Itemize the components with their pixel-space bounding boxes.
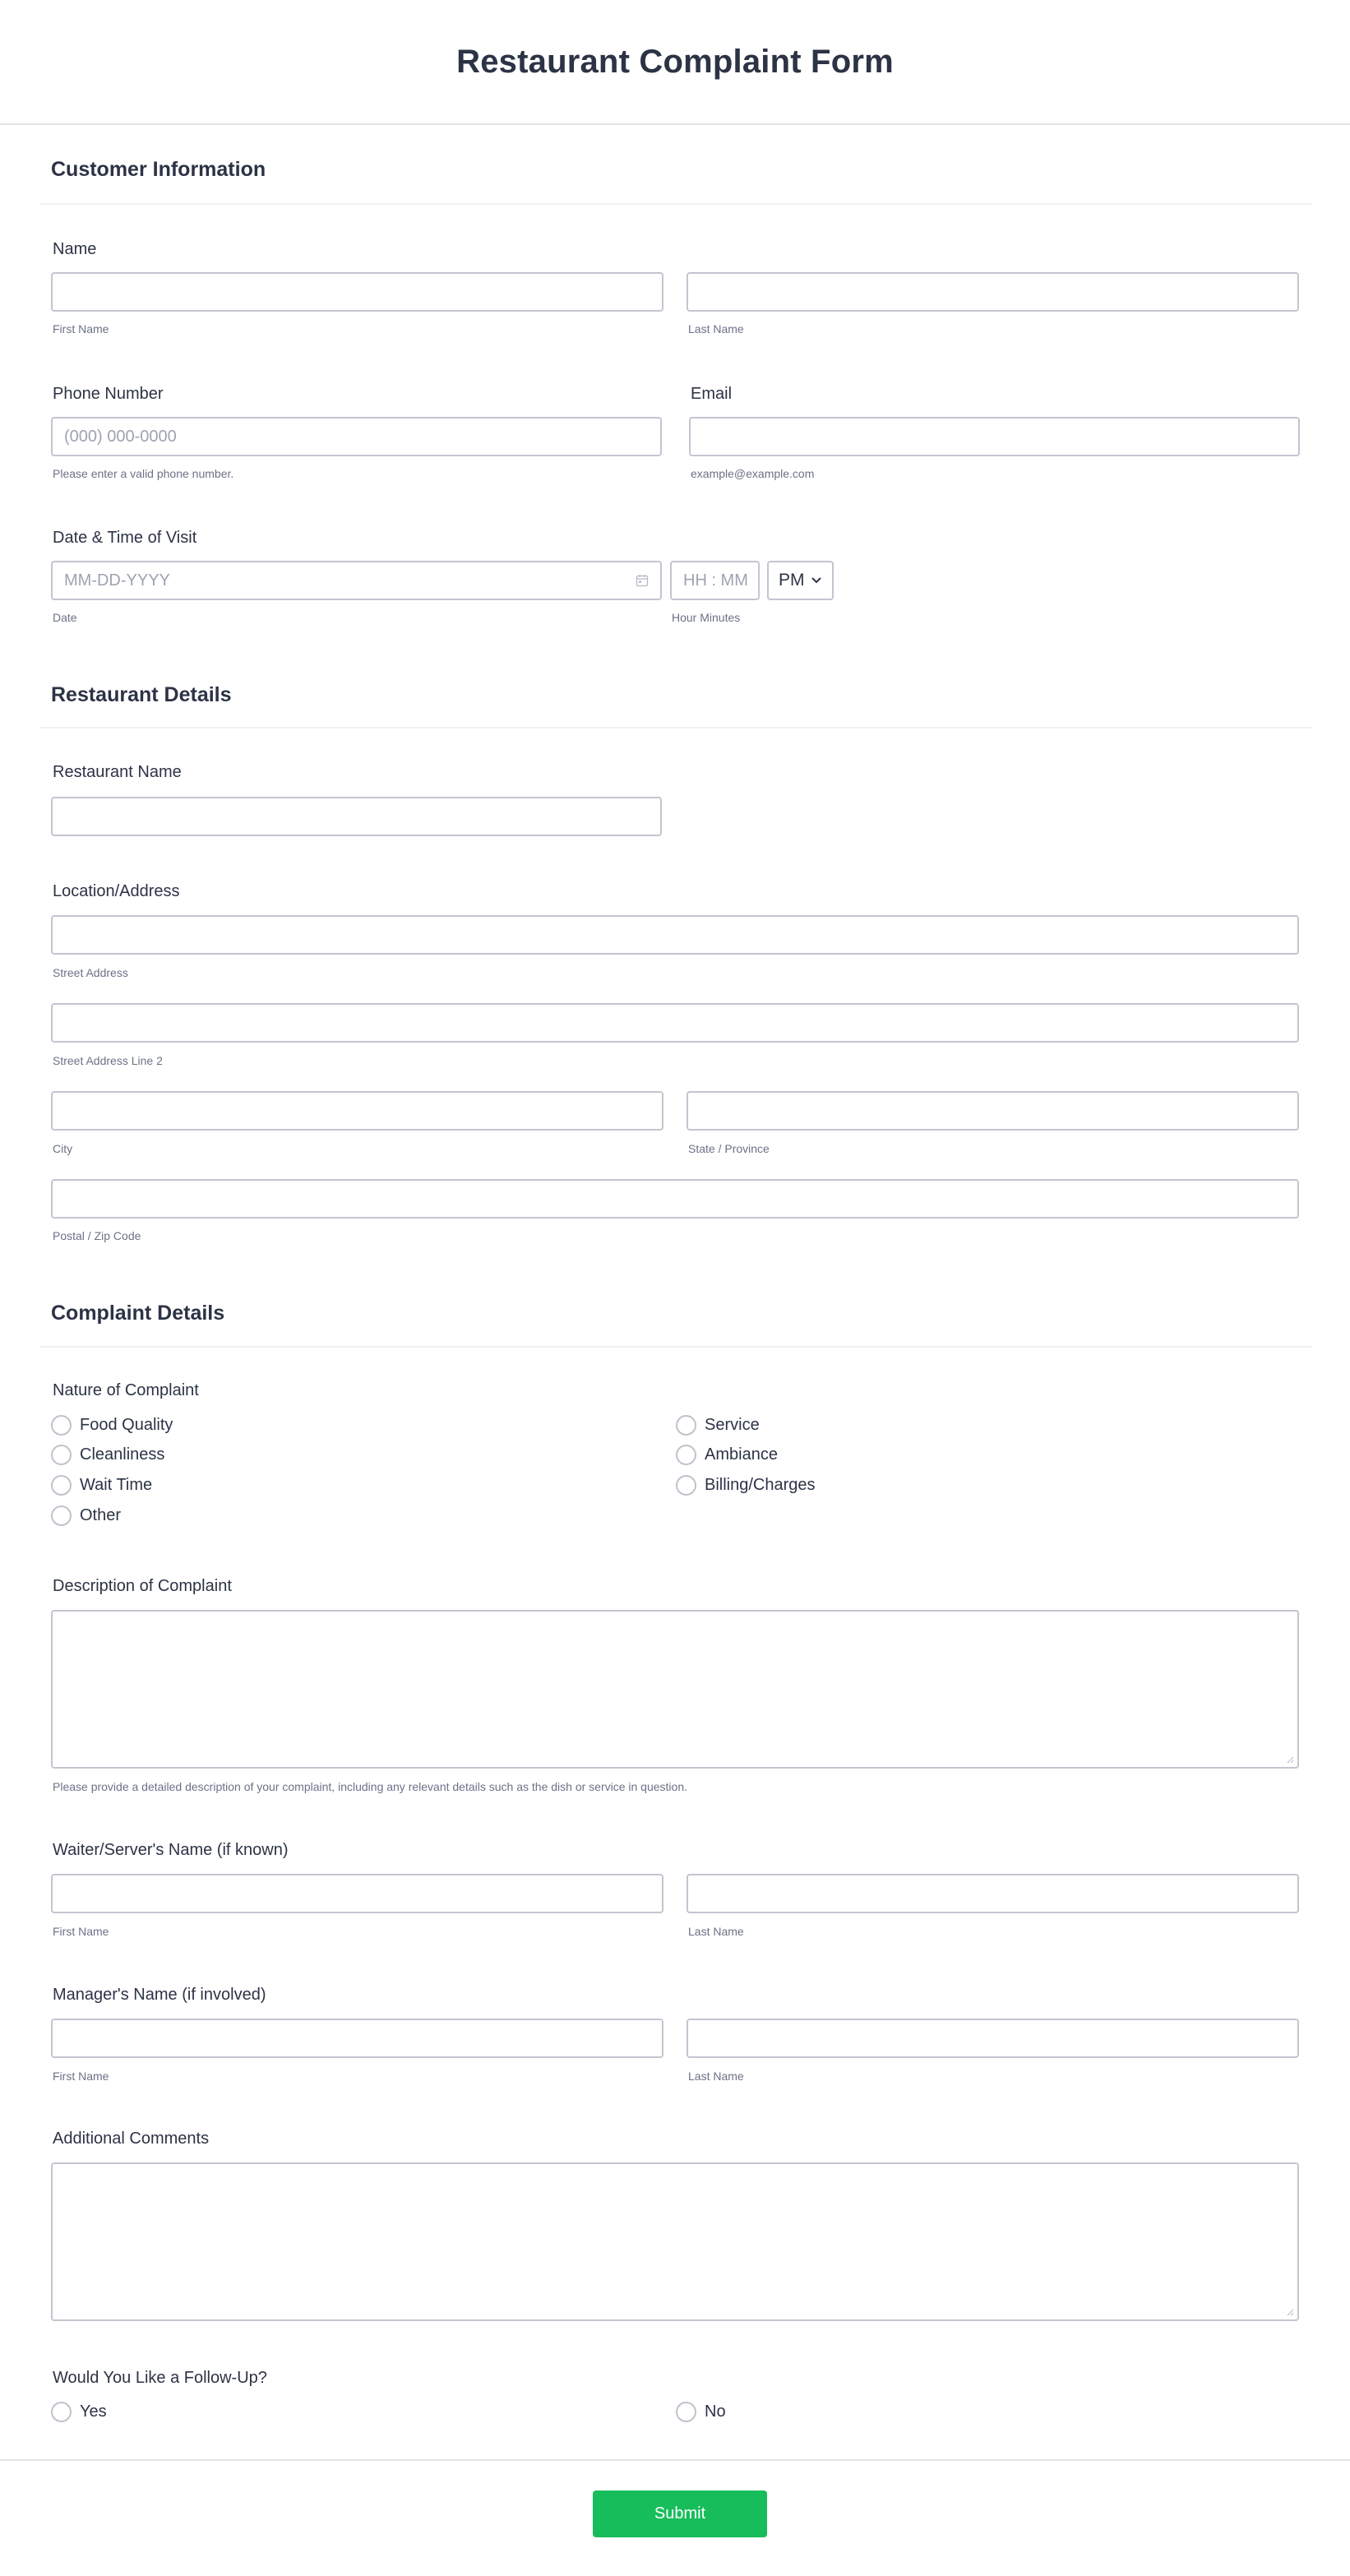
phone-sublabel: Please enter a valid phone number. — [53, 467, 234, 480]
restaurant-name-input[interactable] — [51, 797, 662, 836]
time-input[interactable] — [670, 561, 760, 600]
waiter-first-name-sublabel: First Name — [53, 1925, 109, 1938]
date-placeholder: MM-DD-YYYY — [64, 571, 170, 590]
radio-label: No — [705, 2403, 726, 2421]
radio-food-quality[interactable] — [51, 1415, 173, 1436]
manager-last-name-input[interactable] — [687, 2019, 1299, 2058]
last-name-input[interactable] — [687, 272, 1299, 312]
radio-label: Other — [80, 1506, 122, 1524]
radio-billing[interactable] — [676, 1475, 816, 1496]
waiter-last-name-input[interactable] — [687, 1874, 1299, 1913]
resize-grip-icon[interactable] — [1286, 2308, 1294, 2316]
radio-ambiance[interactable] — [676, 1445, 778, 1465]
city-sublabel: City — [53, 1142, 73, 1155]
form-header — [0, 0, 1350, 125]
street-address-2-input[interactable] — [51, 1003, 1299, 1043]
date-input[interactable] — [51, 561, 662, 600]
waiter-label: Waiter/Server's Name (if known) — [53, 1841, 289, 1859]
section-title-restaurant: Restaurant Details — [51, 683, 232, 706]
followup-label: Would You Like a Follow-Up? — [53, 2369, 267, 2387]
section-divider — [39, 203, 1312, 205]
email-sublabel: example@example.com — [691, 467, 815, 480]
waiter-first-name-input[interactable] — [51, 1874, 663, 1913]
street-address-input[interactable] — [51, 915, 1299, 955]
section-divider — [39, 727, 1312, 728]
waiter-last-name-sublabel: Last Name — [688, 1925, 744, 1938]
radio-label: Service — [705, 1416, 760, 1434]
phone-label: Phone Number — [53, 385, 164, 403]
ampm-value: PM — [779, 571, 805, 590]
address-label: Location/Address — [53, 882, 180, 900]
radio-circle[interactable] — [676, 1445, 696, 1465]
phone-input[interactable] — [51, 417, 662, 456]
radio-label: Billing/Charges — [705, 1476, 816, 1494]
radio-label: Food Quality — [80, 1416, 173, 1434]
name-label: Name — [53, 240, 97, 258]
comments-label: Additional Comments — [53, 2130, 210, 2148]
manager-label: Manager's Name (if involved) — [53, 1986, 266, 2004]
radio-service[interactable] — [676, 1415, 760, 1436]
time-sublabel: Hour Minutes — [672, 611, 741, 624]
email-label: Email — [691, 385, 733, 403]
ampm-select[interactable] — [767, 561, 834, 600]
street-address-2-sublabel: Street Address Line 2 — [53, 1054, 163, 1067]
phone-placeholder: (000) 000-0000 — [64, 427, 177, 446]
radio-label: Yes — [80, 2403, 107, 2421]
zip-input[interactable] — [51, 1179, 1299, 1219]
form-title: Restaurant Complaint Form — [456, 43, 894, 80]
last-name-sublabel: Last Name — [688, 322, 744, 335]
radio-circle[interactable] — [676, 1415, 696, 1436]
email-input[interactable] — [689, 417, 1300, 456]
radio-circle[interactable] — [676, 2402, 696, 2422]
state-sublabel: State / Province — [688, 1142, 770, 1155]
manager-last-name-sublabel: Last Name — [688, 2070, 744, 2083]
state-input[interactable] — [687, 1091, 1299, 1131]
chevron-down-icon — [811, 576, 822, 585]
resize-grip-icon[interactable] — [1286, 1755, 1294, 1764]
visit-label: Date & Time of Visit — [53, 529, 197, 547]
section-title-customer: Customer Information — [51, 158, 266, 181]
first-name-sublabel: First Name — [53, 322, 109, 335]
description-sublabel: Please provide a detailed description of your complaint, including any relevant details such as the dish or service in question. — [53, 1780, 687, 1793]
calendar-icon[interactable] — [636, 574, 649, 587]
radio-label: Wait Time — [80, 1476, 153, 1494]
time-placeholder: HH : MM — [683, 571, 748, 590]
radio-circle[interactable] — [51, 1445, 72, 1465]
city-input[interactable] — [51, 1091, 663, 1131]
section-divider — [39, 1346, 1312, 1348]
nature-label: Nature of Complaint — [53, 1381, 199, 1399]
radio-followup-no[interactable] — [676, 2402, 726, 2422]
footer-divider — [0, 2459, 1350, 2461]
zip-sublabel: Postal / Zip Code — [53, 1229, 141, 1242]
radio-label: Cleanliness — [80, 1445, 165, 1464]
street-address-sublabel: Street Address — [53, 966, 128, 979]
radio-circle[interactable] — [51, 2402, 72, 2422]
radio-label: Ambiance — [705, 1445, 778, 1464]
comments-textarea[interactable] — [51, 2162, 1299, 2321]
radio-other[interactable] — [51, 1505, 121, 1526]
radio-circle[interactable] — [51, 1415, 72, 1436]
radio-circle[interactable] — [51, 1505, 72, 1526]
submit-button[interactable]: Submit — [593, 2490, 767, 2537]
manager-first-name-sublabel: First Name — [53, 2070, 109, 2083]
first-name-input[interactable] — [51, 272, 663, 312]
radio-circle[interactable] — [51, 1475, 72, 1496]
description-textarea[interactable] — [51, 1610, 1299, 1769]
restaurant-name-label: Restaurant Name — [53, 763, 182, 781]
manager-first-name-input[interactable] — [51, 2019, 663, 2058]
date-sublabel: Date — [53, 611, 77, 624]
radio-circle[interactable] — [676, 1475, 696, 1496]
radio-followup-yes[interactable] — [51, 2402, 107, 2422]
description-label: Description of Complaint — [53, 1577, 232, 1595]
section-title-complaint: Complaint Details — [51, 1302, 225, 1325]
radio-wait-time[interactable] — [51, 1475, 152, 1496]
radio-cleanliness[interactable] — [51, 1445, 164, 1465]
